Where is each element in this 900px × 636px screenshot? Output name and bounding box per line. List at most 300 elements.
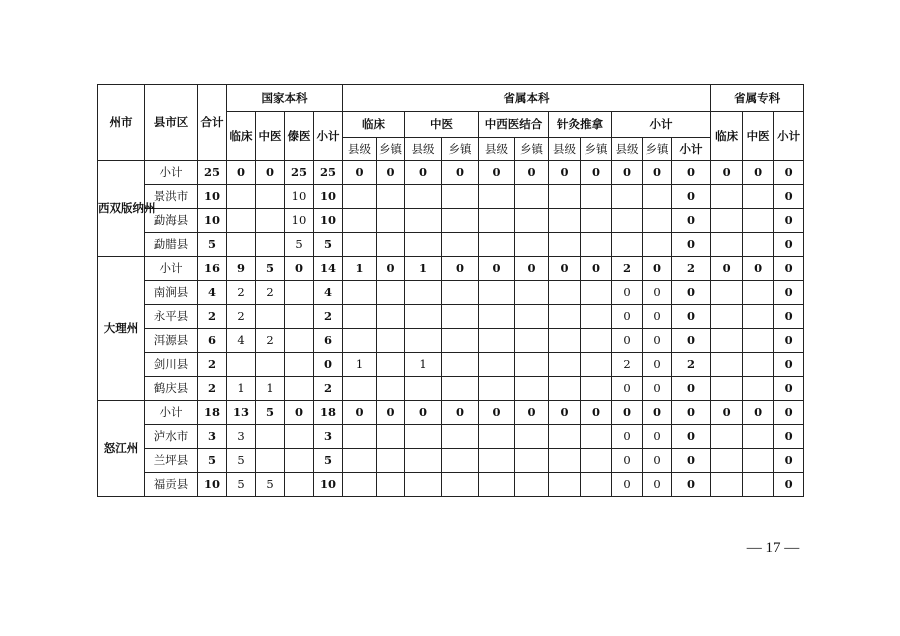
prov-ug-value-cell <box>343 185 377 209</box>
prov-ug-value-cell: 0 <box>515 257 549 281</box>
prov-ug-value-cell <box>479 449 515 473</box>
prov-ug-value-cell: 0 <box>442 401 479 425</box>
total-cell: 2 <box>198 353 227 377</box>
table-row <box>98 161 804 185</box>
prov-ug-value-cell: 0 <box>612 449 643 473</box>
prov-ug-header: 省属本科 <box>343 85 711 112</box>
prov-ug-value-cell <box>377 185 405 209</box>
prov-sp-value-cell <box>711 185 743 209</box>
prov-ug-value-cell <box>515 329 549 353</box>
table-row <box>98 305 804 329</box>
national-value-cell: 5 <box>314 233 343 257</box>
col-county-header: 县市区 <box>145 85 198 161</box>
prov-ug-value-cell: 0 <box>643 329 672 353</box>
prov-ug-value-cell <box>405 425 442 449</box>
prov-ug-value-cell <box>479 329 515 353</box>
national-value-cell <box>256 449 285 473</box>
prov-ug-value-cell <box>515 353 549 377</box>
prov-ug-value-cell <box>581 329 612 353</box>
prov-ug-value-cell <box>479 281 515 305</box>
prov-ug-value-cell: 1 <box>405 257 442 281</box>
national-value-cell: 5 <box>285 233 314 257</box>
level-subtotal-header: 小计 <box>672 138 711 161</box>
prov-ug-value-cell <box>442 209 479 233</box>
prov-ug-value-cell <box>377 473 405 497</box>
prov-ug-value-cell: 0 <box>643 281 672 305</box>
prov-ug-value-cell: 0 <box>549 401 581 425</box>
table-row <box>98 473 804 497</box>
total-cell: 4 <box>198 281 227 305</box>
sp-tcm-header: 中医 <box>743 112 774 161</box>
prov-sp-value-cell: 0 <box>774 425 804 449</box>
table-row <box>98 401 804 425</box>
county-cell: 景洪市 <box>145 185 198 209</box>
national-dai-header: 傣医 <box>285 112 314 161</box>
total-cell: 10 <box>198 473 227 497</box>
national-value-cell: 0 <box>285 401 314 425</box>
prefecture-cell: 怒江州 <box>98 401 145 497</box>
total-cell: 16 <box>198 257 227 281</box>
national-value-cell: 3 <box>227 425 256 449</box>
county-cell: 兰坪县 <box>145 449 198 473</box>
table-row <box>98 281 804 305</box>
prov-ug-value-cell <box>515 209 549 233</box>
prov-sp-value-cell <box>743 425 774 449</box>
prov-acu-header: 针灸推拿 <box>549 112 612 138</box>
national-value-cell: 10 <box>314 185 343 209</box>
national-value-cell: 18 <box>314 401 343 425</box>
prov-ug-value-cell: 1 <box>343 353 377 377</box>
prov-ug-value-cell <box>549 425 581 449</box>
prov-ug-value-cell: 0 <box>643 305 672 329</box>
prov-ug-value-cell <box>343 377 377 401</box>
page-number: — 17 — <box>746 540 800 556</box>
prov-sp-value-cell: 0 <box>774 449 804 473</box>
prov-ug-value-cell <box>643 185 672 209</box>
prov-ug-value-cell <box>643 209 672 233</box>
prov-sp-value-cell <box>743 377 774 401</box>
prov-ug-value-cell <box>442 353 479 377</box>
level-header: 县级 <box>479 138 515 161</box>
national-value-cell: 1 <box>256 377 285 401</box>
prov-ug-value-cell <box>442 329 479 353</box>
national-value-cell <box>256 305 285 329</box>
prov-ug-value-cell: 0 <box>643 161 672 185</box>
national-value-cell: 10 <box>314 209 343 233</box>
prov-ug-value-cell <box>377 329 405 353</box>
prefecture-cell: 大理州 <box>98 257 145 401</box>
prov-ug-value-cell: 0 <box>405 401 442 425</box>
prov-ug-value-cell <box>515 377 549 401</box>
prov-ug-value-cell: 0 <box>672 233 711 257</box>
prov-ug-value-cell <box>515 449 549 473</box>
sp-subtotal-header: 小计 <box>774 112 804 161</box>
prov-ug-value-cell <box>442 233 479 257</box>
prov-ug-value-cell <box>442 281 479 305</box>
prov-ug-value-cell <box>442 305 479 329</box>
prov-ug-value-cell <box>581 473 612 497</box>
national-value-cell: 5 <box>256 473 285 497</box>
national-value-cell: 13 <box>227 401 256 425</box>
prov-ug-value-cell: 0 <box>672 473 711 497</box>
prov-ug-value-cell: 0 <box>612 329 643 353</box>
header-row-1 <box>98 85 804 112</box>
national-value-cell <box>227 209 256 233</box>
prov-ug-value-cell <box>549 473 581 497</box>
prov-ug-value-cell: 0 <box>612 425 643 449</box>
prov-ug-value-cell <box>343 233 377 257</box>
total-cell: 2 <box>198 377 227 401</box>
prov-ug-value-cell: 0 <box>672 425 711 449</box>
prov-sp-value-cell: 0 <box>774 185 804 209</box>
national-value-cell: 2 <box>227 305 256 329</box>
prov-ug-value-cell: 0 <box>377 401 405 425</box>
level-header: 县级 <box>405 138 442 161</box>
prov-ug-value-cell <box>479 209 515 233</box>
prov-ug-value-cell: 0 <box>581 401 612 425</box>
prov-ug-value-cell <box>343 473 377 497</box>
prov-sp-value-cell: 0 <box>774 329 804 353</box>
table-row <box>98 233 804 257</box>
prov-sp-value-cell <box>743 449 774 473</box>
prefecture-cell: 西双版纳州 <box>98 161 145 257</box>
col-pref-header: 州市 <box>98 85 145 161</box>
national-tcm-header: 中医 <box>256 112 285 161</box>
prov-clinical-header: 临床 <box>343 112 405 138</box>
county-cell: 泸水市 <box>145 425 198 449</box>
prov-ug-value-cell <box>549 233 581 257</box>
prov-sp-value-cell <box>743 329 774 353</box>
prov-ug-value-cell: 0 <box>643 449 672 473</box>
prov-ug-value-cell: 0 <box>515 401 549 425</box>
prov-ug-value-cell: 0 <box>672 377 711 401</box>
prov-ug-value-cell <box>405 449 442 473</box>
national-value-cell <box>285 377 314 401</box>
prov-ug-value-cell <box>442 425 479 449</box>
prov-ug-value-cell: 2 <box>612 353 643 377</box>
level-header: 乡镇 <box>442 138 479 161</box>
prov-ug-value-cell <box>581 425 612 449</box>
prov-ug-value-cell <box>549 281 581 305</box>
level-header: 乡镇 <box>515 138 549 161</box>
national-value-cell: 6 <box>314 329 343 353</box>
prov-ug-value-cell <box>549 377 581 401</box>
prov-ug-value-cell: 0 <box>377 257 405 281</box>
level-header: 乡镇 <box>581 138 612 161</box>
national-value-cell: 4 <box>227 329 256 353</box>
prov-ug-value-cell: 0 <box>612 161 643 185</box>
prov-sp-value-cell <box>711 425 743 449</box>
national-value-cell: 25 <box>314 161 343 185</box>
prov-ug-value-cell: 2 <box>672 353 711 377</box>
prov-sp-value-cell <box>743 209 774 233</box>
prov-ug-value-cell: 0 <box>643 425 672 449</box>
prov-sp-value-cell: 0 <box>774 353 804 377</box>
prov-sp-value-cell <box>743 353 774 377</box>
prov-ug-value-cell: 0 <box>672 401 711 425</box>
prov-sp-value-cell: 0 <box>774 305 804 329</box>
prov-ug-value-cell: 0 <box>442 161 479 185</box>
prov-ug-value-cell <box>612 233 643 257</box>
prov-sp-value-cell <box>711 305 743 329</box>
prov-sp-value-cell <box>743 473 774 497</box>
prov-ug-value-cell <box>405 281 442 305</box>
prov-ug-value-cell <box>405 209 442 233</box>
county-cell: 洱源县 <box>145 329 198 353</box>
prov-ug-value-cell <box>549 353 581 377</box>
prov-ug-value-cell <box>479 233 515 257</box>
prov-ug-value-cell: 0 <box>612 473 643 497</box>
level-header: 县级 <box>612 138 643 161</box>
total-cell: 6 <box>198 329 227 353</box>
prov-sp-value-cell <box>743 305 774 329</box>
national-value-cell <box>256 233 285 257</box>
prov-ug-value-cell <box>405 473 442 497</box>
sp-clinical-header: 临床 <box>711 112 743 161</box>
prov-sp-value-cell <box>711 353 743 377</box>
prov-ug-value-cell <box>479 473 515 497</box>
national-value-cell <box>227 233 256 257</box>
prov-ug-value-cell <box>343 425 377 449</box>
national-value-cell <box>256 353 285 377</box>
prov-ug-value-cell: 0 <box>343 401 377 425</box>
prov-sp-value-cell <box>743 281 774 305</box>
prov-sp-value-cell: 0 <box>774 281 804 305</box>
prov-ug-value-cell: 0 <box>643 473 672 497</box>
prov-ug-value-cell <box>515 473 549 497</box>
prov-ug-value-cell: 0 <box>643 257 672 281</box>
prov-ug-value-cell <box>581 377 612 401</box>
national-value-cell: 0 <box>227 161 256 185</box>
table-row <box>98 209 804 233</box>
total-cell: 25 <box>198 161 227 185</box>
prov-ug-value-cell <box>442 473 479 497</box>
prov-subtotal-header: 小计 <box>612 112 711 138</box>
national-value-cell: 5 <box>227 473 256 497</box>
prov-sp-value-cell: 0 <box>743 257 774 281</box>
county-cell: 剑川县 <box>145 353 198 377</box>
prov-ug-value-cell <box>549 305 581 329</box>
prov-ug-value-cell: 1 <box>405 353 442 377</box>
total-cell: 3 <box>198 425 227 449</box>
national-value-cell: 2 <box>314 377 343 401</box>
national-value-cell <box>256 209 285 233</box>
total-cell: 5 <box>198 233 227 257</box>
national-value-cell: 5 <box>227 449 256 473</box>
prov-ug-value-cell: 0 <box>515 161 549 185</box>
national-value-cell <box>285 425 314 449</box>
national-value-cell: 5 <box>256 401 285 425</box>
prov-ug-value-cell <box>442 377 479 401</box>
total-cell: 10 <box>198 209 227 233</box>
prov-ug-value-cell: 0 <box>643 377 672 401</box>
prov-ug-value-cell <box>442 185 479 209</box>
prov-ug-value-cell <box>405 377 442 401</box>
national-value-cell: 0 <box>256 161 285 185</box>
prov-ug-value-cell: 0 <box>479 257 515 281</box>
prov-ug-value-cell <box>405 233 442 257</box>
level-header: 乡镇 <box>377 138 405 161</box>
national-value-cell <box>285 281 314 305</box>
national-value-cell: 0 <box>285 257 314 281</box>
prov-ug-value-cell <box>377 233 405 257</box>
prov-ug-value-cell <box>581 305 612 329</box>
prov-ug-value-cell: 0 <box>581 257 612 281</box>
national-value-cell: 1 <box>227 377 256 401</box>
national-value-cell: 10 <box>285 185 314 209</box>
prov-ug-value-cell <box>377 353 405 377</box>
level-header: 乡镇 <box>643 138 672 161</box>
prov-ug-value-cell: 0 <box>405 161 442 185</box>
county-cell: 南涧县 <box>145 281 198 305</box>
prov-ug-value-cell: 0 <box>672 185 711 209</box>
prov-ug-value-cell: 0 <box>581 161 612 185</box>
national-value-cell: 10 <box>314 473 343 497</box>
county-cell: 福贡县 <box>145 473 198 497</box>
national-subtotal-header: 小计 <box>314 112 343 161</box>
national-value-cell <box>285 305 314 329</box>
prov-sp-value-cell <box>711 209 743 233</box>
prov-ug-value-cell: 0 <box>672 209 711 233</box>
prov-ug-value-cell <box>377 449 405 473</box>
prov-sp-value-cell <box>743 233 774 257</box>
national-value-cell: 9 <box>227 257 256 281</box>
prov-ug-value-cell <box>581 209 612 233</box>
national-value-cell: 3 <box>314 425 343 449</box>
prov-sp-value-cell: 0 <box>711 257 743 281</box>
national-value-cell: 25 <box>285 161 314 185</box>
prov-ug-value-cell <box>343 305 377 329</box>
prov-ug-value-cell <box>515 185 549 209</box>
prov-ug-value-cell <box>549 209 581 233</box>
col-total-header: 合计 <box>198 85 227 161</box>
national-value-cell: 5 <box>256 257 285 281</box>
county-cell: 永平县 <box>145 305 198 329</box>
national-value-cell: 4 <box>314 281 343 305</box>
prov-sp-value-cell: 0 <box>711 401 743 425</box>
table-row <box>98 377 804 401</box>
prov-sp-value-cell <box>743 185 774 209</box>
prov-ug-value-cell <box>581 185 612 209</box>
prov-ug-value-cell <box>479 377 515 401</box>
prov-ug-value-cell <box>515 305 549 329</box>
prov-sp-header: 省属专科 <box>711 85 804 112</box>
prov-ug-value-cell <box>643 233 672 257</box>
prov-ug-value-cell: 0 <box>612 377 643 401</box>
prov-ug-value-cell: 0 <box>612 401 643 425</box>
prov-sp-value-cell: 0 <box>774 401 804 425</box>
prov-ug-value-cell: 0 <box>549 257 581 281</box>
national-value-cell <box>256 185 285 209</box>
county-cell: 勐海县 <box>145 209 198 233</box>
prov-ug-value-cell: 0 <box>442 257 479 281</box>
prov-ug-value-cell: 0 <box>549 161 581 185</box>
prov-ug-value-cell <box>515 425 549 449</box>
prov-sp-value-cell <box>711 473 743 497</box>
prov-ug-value-cell: 0 <box>672 329 711 353</box>
prov-ug-value-cell <box>515 281 549 305</box>
national-value-cell <box>285 449 314 473</box>
prov-sp-value-cell <box>711 281 743 305</box>
prov-ug-value-cell <box>581 281 612 305</box>
prov-sp-value-cell: 0 <box>774 257 804 281</box>
county-cell: 小计 <box>145 161 198 185</box>
prov-ug-value-cell <box>343 281 377 305</box>
national-value-cell: 2 <box>314 305 343 329</box>
prov-ug-value-cell <box>343 329 377 353</box>
prov-sp-value-cell: 0 <box>774 473 804 497</box>
prov-tcm-header: 中医 <box>405 112 479 138</box>
prov-ug-value-cell: 0 <box>672 281 711 305</box>
national-value-cell <box>285 329 314 353</box>
prov-integrated-header: 中西医结合 <box>479 112 549 138</box>
level-header: 县级 <box>343 138 377 161</box>
table-body <box>98 161 804 497</box>
national-value-cell <box>285 353 314 377</box>
prov-ug-value-cell <box>377 377 405 401</box>
prov-ug-value-cell: 0 <box>672 161 711 185</box>
prov-sp-value-cell: 0 <box>774 377 804 401</box>
national-value-cell: 0 <box>314 353 343 377</box>
prov-sp-value-cell: 0 <box>774 209 804 233</box>
prov-ug-value-cell: 1 <box>343 257 377 281</box>
prov-ug-value-cell <box>581 233 612 257</box>
prov-sp-value-cell <box>711 449 743 473</box>
prov-ug-value-cell <box>442 449 479 473</box>
county-cell: 鹤庆县 <box>145 377 198 401</box>
prov-ug-value-cell <box>612 209 643 233</box>
national-value-cell: 5 <box>314 449 343 473</box>
prov-ug-value-cell: 0 <box>612 305 643 329</box>
national-value-cell <box>227 353 256 377</box>
prov-ug-value-cell <box>549 185 581 209</box>
quota-table <box>97 84 804 497</box>
prov-ug-value-cell: 0 <box>377 161 405 185</box>
prov-ug-value-cell: 0 <box>643 401 672 425</box>
prov-ug-value-cell <box>377 209 405 233</box>
prov-ug-value-cell: 0 <box>672 449 711 473</box>
prov-sp-value-cell: 0 <box>774 233 804 257</box>
prov-ug-value-cell <box>479 425 515 449</box>
prov-ug-value-cell <box>479 305 515 329</box>
prov-ug-value-cell: 0 <box>479 401 515 425</box>
table-row <box>98 353 804 377</box>
county-cell: 小计 <box>145 401 198 425</box>
prov-ug-value-cell <box>405 329 442 353</box>
national-value-cell: 14 <box>314 257 343 281</box>
prov-ug-value-cell <box>581 353 612 377</box>
national-value-cell <box>227 185 256 209</box>
county-cell: 小计 <box>145 257 198 281</box>
prov-sp-value-cell <box>711 377 743 401</box>
prov-sp-value-cell: 0 <box>743 161 774 185</box>
table-row <box>98 257 804 281</box>
prov-ug-value-cell <box>343 449 377 473</box>
national-value-cell: 2 <box>256 281 285 305</box>
national-value-cell: 2 <box>227 281 256 305</box>
prov-ug-value-cell <box>549 329 581 353</box>
prov-ug-value-cell <box>405 185 442 209</box>
prov-ug-value-cell <box>581 449 612 473</box>
total-cell: 2 <box>198 305 227 329</box>
prov-ug-value-cell <box>377 425 405 449</box>
prov-ug-value-cell: 2 <box>612 257 643 281</box>
level-header: 县级 <box>549 138 581 161</box>
total-cell: 10 <box>198 185 227 209</box>
table-row <box>98 425 804 449</box>
prov-ug-value-cell: 0 <box>479 161 515 185</box>
prov-ug-value-cell: 2 <box>672 257 711 281</box>
